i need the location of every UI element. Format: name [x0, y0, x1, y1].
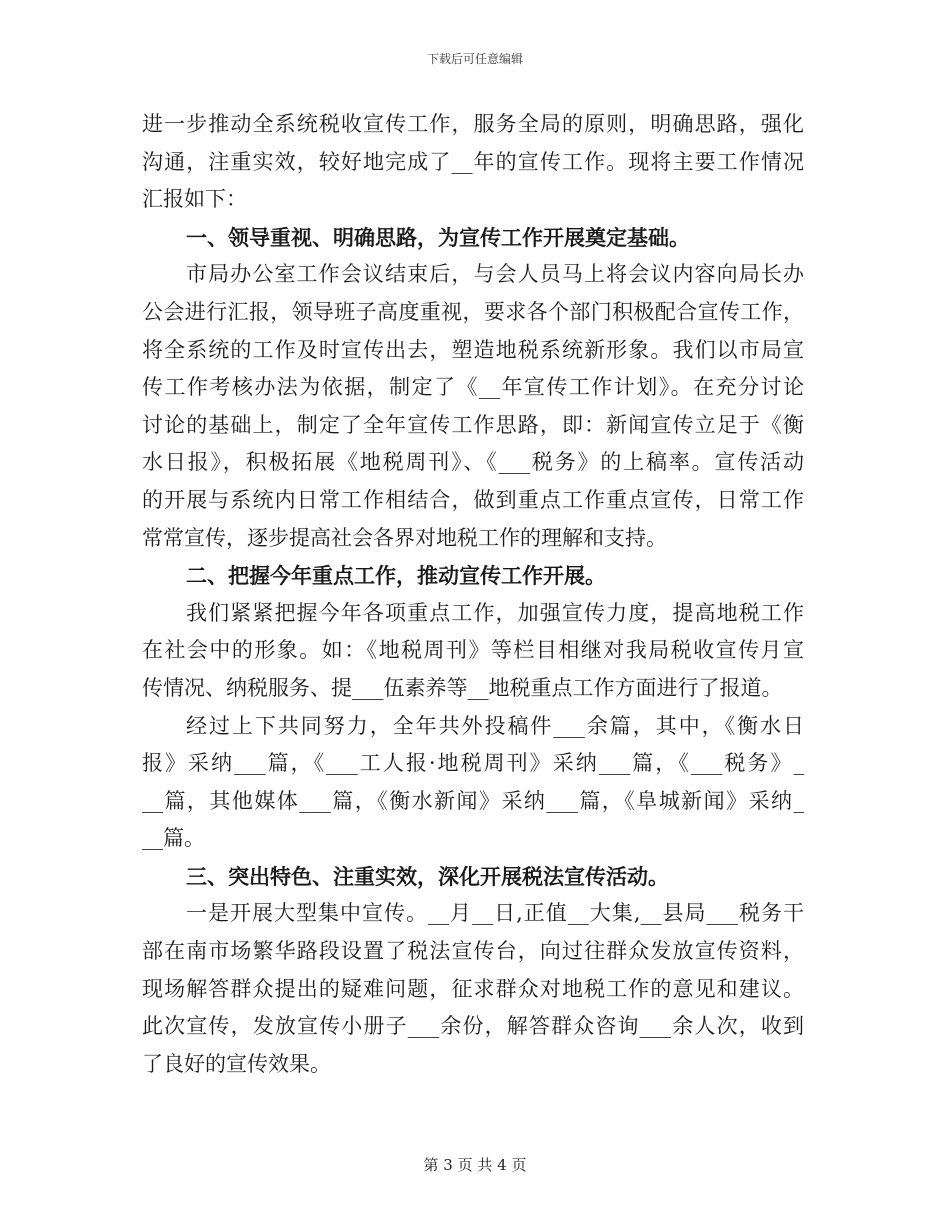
text-line: 汇报如下：: [142, 187, 247, 212]
text-line: 进一步推动全系统税收宣传工作，服务全局的原则，明确思路，强化: [142, 112, 804, 136]
text-line: 讨论的基础上，制定了全年宣传工作思路，即：新闻宣传立足于《衡: [142, 412, 804, 437]
text-line: 传情况、纳税服务、提___伍素养等__地税重点工作方面进行了报道。: [142, 675, 783, 700]
section-heading: 三、突出特色、注重实效，深化开展税法宣传活动。: [186, 863, 669, 889]
text-line: 将全系统的工作及时宣传出去，塑造地税系统新形象。我们以市局宣: [142, 337, 804, 362]
text-line: 我们紧紧把握今年各项重点工作，加强宣传力度，提高地税工作: [186, 600, 804, 625]
text-line: __篇，其他媒体___篇，《衡水新闻》采纳___篇，《阜城新闻》采纳_: [142, 788, 804, 813]
text-line: 经过上下共同努力，全年共外投稿件___余篇，其中，《衡水日: [186, 713, 804, 738]
text-line: 沟通，注重实效，较好地完成了__年的宣传工作。现将主要工作情况: [142, 149, 804, 174]
text-line: 报》采纳___篇，《___工人报·地税周刊》采纳___篇，《___税务》_: [142, 751, 804, 776]
text-line: 了良好的宣传效果。: [142, 1051, 331, 1076]
page-header: 下载后可任意编辑: [426, 52, 523, 66]
section-heading: 二、把握今年重点工作，推动宣传工作开展。: [186, 563, 606, 589]
document-body: [142, 106, 804, 1083]
text-line: 公会进行汇报，领导班子高度重视，要求各个部门积极配合宣传工作，: [142, 299, 804, 324]
section-heading: 一、领导重视、明确思路，为宣传工作开展奠定基础。: [186, 224, 690, 250]
text-line: 此次宣传，发放宣传小册子___余份，解答群众咨询___余人次，收到: [142, 1014, 804, 1039]
text-line: 部在南市场繁华路段设置了税法宣传台，向过往群众发放宣传资料，: [142, 939, 804, 964]
text-line: 现场解答群众提出的疑难问题，征求群众对地税工作的意见和建议。: [142, 976, 804, 1001]
text-line: 一是开展大型集中宣传。__月__日,正值__大集,__县局___税务干: [186, 901, 804, 926]
text-line: 水日报》，积极拓展《地税周刊》、《___税务》的上稿率。宣传活动: [142, 450, 804, 475]
page-footer: 第 3 页 共 4 页: [423, 1156, 527, 1174]
text-line: 常常宣传，逐步提高社会各界对地税工作的理解和支持。: [142, 525, 667, 550]
text-line: 市局办公室工作会议结束后，与会人员马上将会议内容向局长办: [186, 262, 804, 287]
text-line: 的开展与系统内日常工作相结合，做到重点工作重点宣传，日常工作: [142, 487, 804, 512]
text-line: 在社会中的形象。如：《地税周刊》等栏目相继对我局税收宣传月宣: [142, 638, 804, 663]
text-line: 传工作考核办法为依据，制定了《__年宣传工作计划》。在充分讨论: [142, 375, 804, 400]
text-line: __篇。: [142, 826, 205, 851]
